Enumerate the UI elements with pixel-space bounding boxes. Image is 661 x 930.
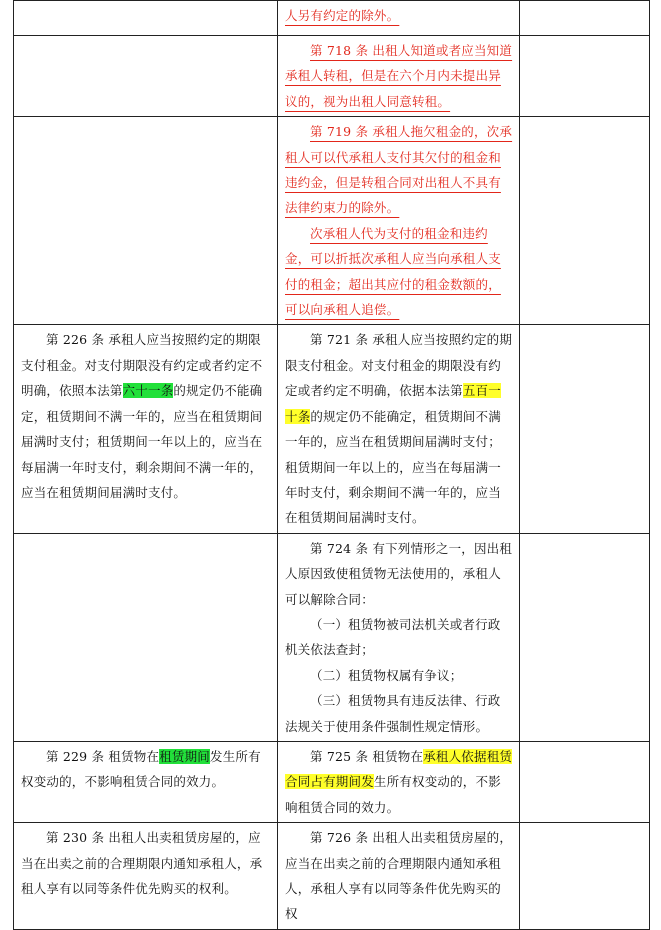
remarks-cell xyxy=(520,36,650,117)
paragraph xyxy=(285,744,513,820)
paragraph xyxy=(285,536,513,612)
paragraph xyxy=(285,825,513,927)
paragraph xyxy=(285,119,513,221)
old-law-cell xyxy=(14,533,278,741)
text-run: 第 725 条 租赁物在 xyxy=(310,748,424,764)
cell-content xyxy=(278,325,519,532)
paragraph xyxy=(285,688,513,739)
text-run: 第 721 条 承租人应当按照约定的期限支付租金。对支付租金的期限没有约定或者约定不明确，依据本法第 xyxy=(285,332,513,399)
highlighted-text: 租赁期间 xyxy=(159,748,210,764)
table-row xyxy=(14,117,650,325)
cell-content xyxy=(14,117,277,121)
paragraph xyxy=(285,663,513,688)
remarks-cell xyxy=(520,533,650,741)
cell-content xyxy=(278,742,519,822)
cell-content xyxy=(278,534,519,741)
text-run: 人另有约定的除外。 xyxy=(285,8,400,23)
paragraph xyxy=(285,221,513,323)
cell-content xyxy=(278,117,519,324)
paragraph xyxy=(21,744,271,795)
cell-content xyxy=(14,823,277,903)
old-law-cell xyxy=(14,117,278,325)
cell-content xyxy=(14,36,277,40)
highlighted-text: 五百一十条 xyxy=(285,383,501,424)
table-body xyxy=(14,1,650,930)
paragraph xyxy=(285,327,513,530)
paragraph xyxy=(285,38,513,114)
text-run: 发生所有权变动的，不影响租赁合同的效力。 xyxy=(21,748,261,790)
text-run: （二）租赁物权属有争议； xyxy=(310,667,463,683)
civil-code-cell xyxy=(278,1,520,36)
remarks-cell xyxy=(520,823,650,930)
table-row xyxy=(14,823,650,930)
cell-content xyxy=(520,742,649,746)
civil-code-cell xyxy=(278,325,520,533)
text-run: 生所有权变动的，不影响租赁合同的效力。 xyxy=(285,774,501,815)
old-law-cell xyxy=(14,741,278,822)
cell-content xyxy=(520,534,649,538)
cell-content xyxy=(520,36,649,40)
text-run: 第 718 条 出租人知道或者应当知道承租人转租，但是在六个月内未提出异议的，视为出租人同意转租。 xyxy=(285,43,513,109)
cell-content xyxy=(14,325,277,507)
highlighted-text: 承租人依据租赁合同占有期间发 xyxy=(285,748,513,790)
paragraph xyxy=(21,825,271,901)
highlighted-text: 六十一条 xyxy=(122,383,174,399)
old-law-cell xyxy=(14,1,278,36)
remarks-cell xyxy=(520,1,650,36)
old-law-cell xyxy=(14,36,278,117)
text-run: （三）租赁物具有违反法律、行政法规关于使用条件强制性规定情形。 xyxy=(285,693,501,734)
cell-content xyxy=(278,823,519,929)
cell-content xyxy=(14,742,277,797)
old-law-cell xyxy=(14,823,278,930)
text-run: 第 719 条 承租人拖欠租金的，次承租人可以代承租人支付其欠付的租金和违约金，但是转租合同对出租人不具有法律约束力的除外。 xyxy=(285,124,513,216)
civil-code-cell xyxy=(278,117,520,325)
table-row xyxy=(14,36,650,117)
text-run: 次承租人代为支付的租金和违约金，可以折抵次承租人应当向承租人支付的租金；超出其应付的租金数额的，可以向承租人追偿。 xyxy=(285,225,501,318)
cell-content xyxy=(278,1,519,30)
paragraph xyxy=(21,327,271,505)
remarks-cell xyxy=(520,741,650,822)
table-row xyxy=(14,533,650,741)
comparison-table xyxy=(13,0,650,930)
civil-code-cell xyxy=(278,823,520,930)
text-run: 第 230 条 出租人出卖租赁房屋的，应当在出卖之前的合理期限内通知承租人，承租人享有以同等条件优先购买的权利。 xyxy=(21,830,263,896)
cell-content xyxy=(520,823,649,827)
table-row xyxy=(14,741,650,822)
table-row xyxy=(14,325,650,533)
old-law-cell xyxy=(14,325,278,533)
table-row xyxy=(14,1,650,36)
text-run: 第 726 条 出租人出卖租赁房屋的，应当在出卖之前的合理期限内通知承租人，承租人享有以同等条件优先购买的权 xyxy=(285,830,513,922)
civil-code-cell xyxy=(278,36,520,117)
text-run: 的规定仍不能确定，租赁期间不满一年的，应当在租赁期间届满时支付；租赁期间一年以上的，应当在每届满一年时支付，剩余期间不满一年的，应当在租赁期间届满时支付。 xyxy=(21,383,263,500)
remarks-cell xyxy=(520,117,650,325)
text-run: （一）租赁物被司法机关或者行政机关依法查封； xyxy=(285,616,501,658)
cell-content xyxy=(520,117,649,121)
cell-content xyxy=(520,1,649,5)
text-run: 第 226 条 承租人应当按照约定的期限支付租金。对支付期限没有约定或者约定不明确，依照本法第 xyxy=(21,332,263,399)
text-run: 第 229 条 租赁物在 xyxy=(46,748,160,764)
paragraph xyxy=(285,3,513,28)
cell-content xyxy=(520,325,649,329)
text-run: 的规定仍不能确定，租赁期间不满一年的，应当在租赁期间届满时支付；租赁期间一年以上的，应当在每届满一年时支付，剩余期间不满一年的，应当在租赁期间届满时支付。 xyxy=(285,408,501,526)
civil-code-cell xyxy=(278,533,520,741)
text-run: 第 724 条 有下列情形之一，因出租人原因致使租赁物无法使用的，承租人可以解除合同： xyxy=(285,540,513,607)
cell-content xyxy=(14,1,277,5)
remarks-cell xyxy=(520,325,650,533)
civil-code-cell xyxy=(278,741,520,822)
cell-content xyxy=(14,534,277,538)
cell-content xyxy=(278,36,519,116)
paragraph xyxy=(285,612,513,663)
